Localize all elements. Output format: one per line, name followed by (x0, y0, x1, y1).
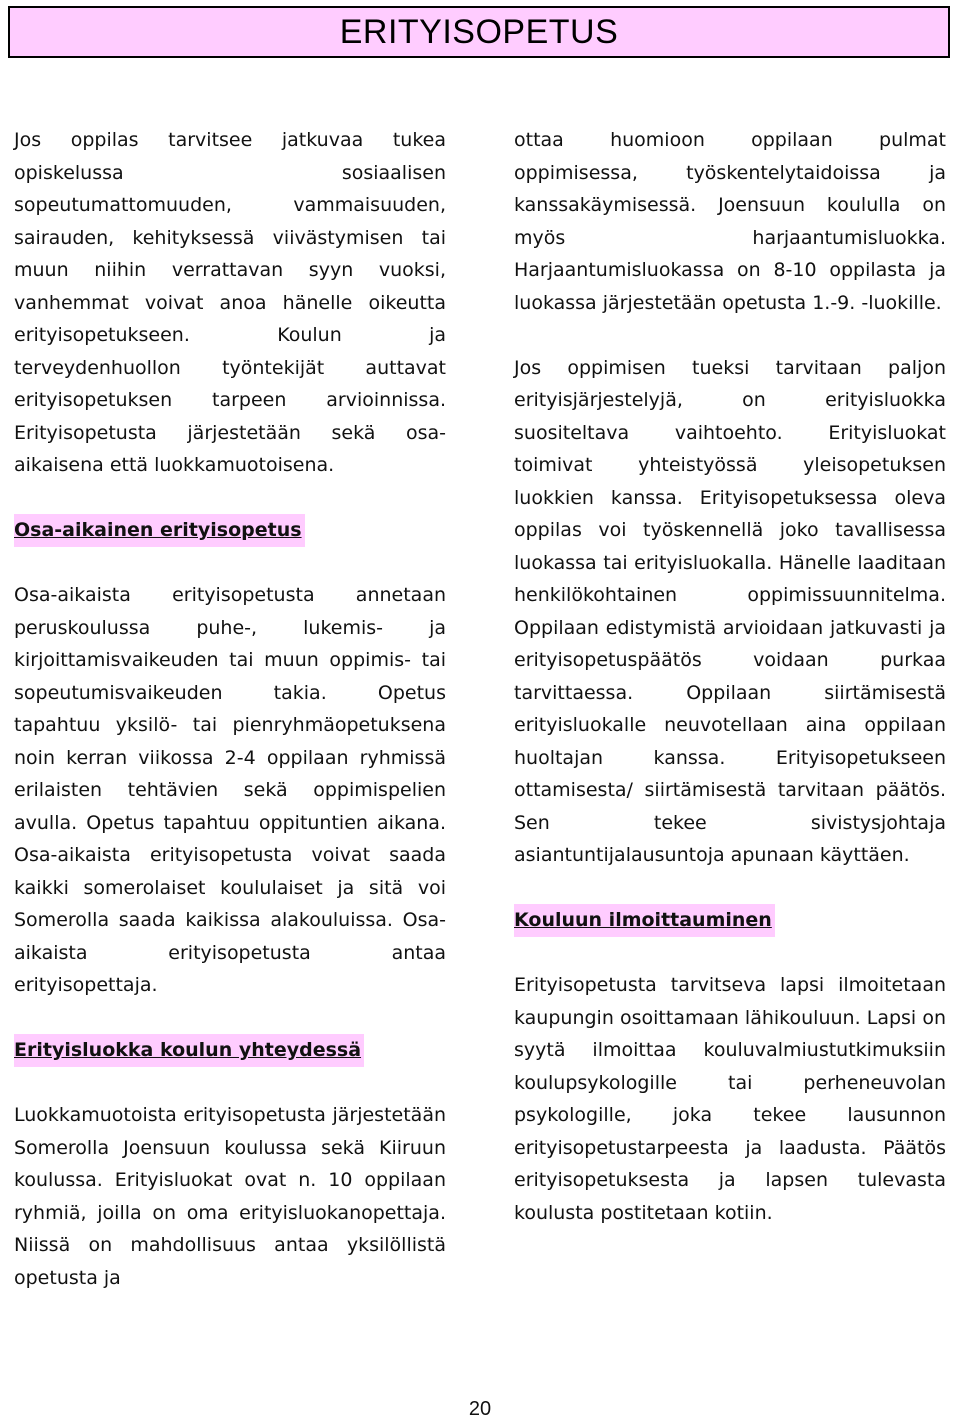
section-heading-enrollment: Kouluun ilmoittauminen (514, 904, 775, 937)
right-column (514, 124, 946, 1229)
title-banner (8, 6, 950, 58)
left-column (14, 124, 446, 1294)
special-class-paragraph: Luokkamuotoista erityisopetusta järjestetään Somerolla Joensuun koulussa sekä Kiiruun koulussa. Erityisluokat ovat n. 10 oppilaan ryhmiä, joilla on oma erityisluokanopettaja. Niissä on mahdollisuus antaa yksilöllistä opetusta ja (14, 1104, 446, 1289)
enrollment-paragraph: Erityisopetusta tarvitseva lapsi ilmoitetaan kaupungin osoittamaan lähikouluun. Lapsi on syytä ilmoittaa kouluvalmiustutkimuksiin koulupsykologille tai perheneuvolan psykologille, joka tekee lausunnon erityisopetustarpeesta ja laadusta. Päätös erityisopetuksesta ja lapsen tulevasta koulusta postitetaan kotiin. (514, 974, 946, 1224)
heading-wrapper (514, 904, 946, 937)
section-heading-special-class: Erityisluokka koulun yhteydessä (14, 1034, 364, 1067)
page-title: ERITYISOPETUS (339, 12, 619, 51)
heading-wrapper (14, 514, 446, 547)
intro-paragraph: Jos oppilas tarvitsee jatkuvaa tukea opiskelussa sosiaalisen sopeutumattomuuden, vammaisuuden, sairauden, kehityksessä viivästymisen tai muun niihin verrattavan syyn vuoksi, vanhemmat voivat anoa hänelle oikeutta erityisopetukseen. Koulun ja terveydenhuollon työntekijät auttavat erityisopetuksen tarpeen arvioinnissa. Erityisopetusta järjestetään sekä osa-aikaisena että luokkamuotoisena. (14, 129, 446, 476)
arrangements-paragraph: Jos oppimisen tueksi tarvitaan paljon erityisjärjestelyjä, on erityisluokka suositeltava vaihtoehto. Erityisluokat toimivat yhteistyössä yleisopetuksen luokkien kanssa. Erityisopetuksessa oleva oppilas voi työskennellä joko tavallisessa luokassa tai erityisluokalla. Hänelle laaditaan henkilökohtainen oppimissuunnitelma. Oppilaan edistymistä arvioidaan jatkuvasti ja erityisopetuspäätös voidaan purkaa tarvittaessa. Oppilaan siirtämisestä erityisluokalle neuvotellaan aina oppilaan huoltajan kanssa. Erityisopetukseen ottamisesta/ siirtämisestä tarvitaan päätös. Sen tekee sivistysjohtaja asiantuntijalausuntoja apunaan käyttäen. (514, 356, 946, 866)
continuation-paragraph: ottaa huomioon oppilaan pulmat oppimisessa, työskentelytaidoissa ja kanssakäymisessä. Joensuun koululla on myös harjaantumisluokka. Harjaantumisluokassa on 8-10 oppilasta ja luokassa järjestetään opetusta 1.-9. -luokille. (514, 129, 946, 314)
heading-wrapper (14, 1034, 446, 1067)
part-time-paragraph: Osa-aikaista erityisopetusta annetaan peruskoulussa puhe-, lukemis- ja kirjoittamisvaikeuden tai muun oppimis- tai sopeutumisvaikeuden takia. Opetus tapahtuu yksilö- tai pienryhmäopetuksena noin kerran viikossa 2-4 oppilaan ryhmissä erilaisten tehtävien sekä oppimispelien avulla. Opetus tapahtuu oppituntien aikana. Osa-aikaista erityisopetusta voivat saada kaikki somerolaiset koululaiset ja sitä voi Somerolla saada kaikissa alakouluissa. Osa-aikaista erityisopetusta antaa erityisopettaja. (14, 584, 446, 996)
page-number: 20 (468, 1398, 492, 1420)
section-heading-part-time: Osa-aikainen erityisopetus (14, 514, 305, 547)
